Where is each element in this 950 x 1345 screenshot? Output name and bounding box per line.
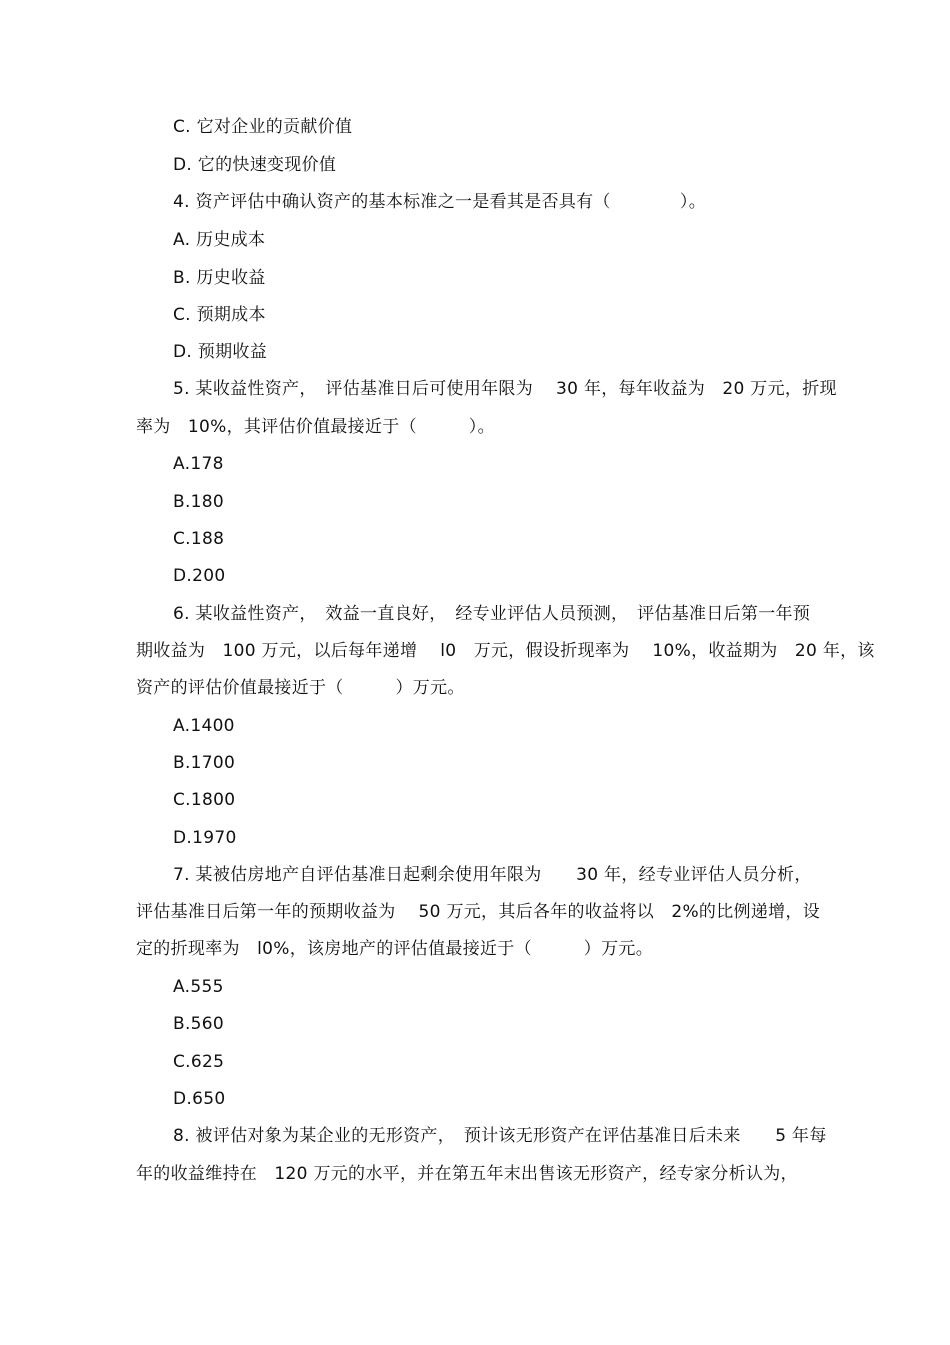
question-7-line-3: 定的折现率为 l0%，该房地产的评估值最接近于（ ）万元。 <box>136 939 653 959</box>
option-a-q6: A.1400 <box>173 716 235 736</box>
option-c-q4: C. 预期成本 <box>173 305 266 325</box>
option-d-q3: D. 它的快速变现价值 <box>173 155 337 175</box>
question-8-line-1: 8. 被评估对象为某企业的无形资产， 预计该无形资产在评估基准日后未来 5 年每 <box>173 1126 827 1146</box>
option-c-q7: C.625 <box>173 1052 225 1072</box>
question-6-line-1: 6. 某收益性资产， 效益一直良好， 经专业评估人员预测， 评估基准日后第一年预 <box>173 604 811 624</box>
option-a-q4: A. 历史成本 <box>173 230 266 250</box>
option-c-q6: C.1800 <box>173 790 236 810</box>
question-6-line-2: 期收益为 100 万元，以后每年递增 l0 万元，假设折现率为 10%，收益期为 20 年，该 <box>136 641 875 661</box>
question-5-line-2: 率为 10%，其评估价值最接近于（ ）。 <box>136 417 495 437</box>
question-4: 4. 资产评估中确认资产的基本标准之一是看其是否具有（ ）。 <box>173 192 707 212</box>
option-d-q5: D.200 <box>173 566 226 586</box>
option-b-q7: B.560 <box>173 1014 225 1034</box>
option-a-q7: A.555 <box>173 977 224 997</box>
option-b-q6: B.1700 <box>173 753 236 773</box>
option-d-q6: D.1970 <box>173 828 237 848</box>
question-5-line-1: 5. 某收益性资产， 评估基准日后可使用年限为 30 年，每年收益为 20 万元，折现 <box>173 379 837 399</box>
question-8-line-2: 年的收益维持在 120 万元的水平，并在第五年末出售该无形资产，经专家分析认为， <box>136 1164 798 1184</box>
option-d-q4: D. 预期收益 <box>173 342 267 362</box>
option-c-q5: C.188 <box>173 529 225 549</box>
option-a-q5: A.178 <box>173 454 224 474</box>
option-b-q5: B.180 <box>173 492 225 512</box>
option-b-q4: B. 历史收益 <box>173 268 266 288</box>
option-c-q3: C. 它对企业的贡献价值 <box>173 117 353 137</box>
question-7-line-2: 评估基准日后第一年的预期收益为 50 万元，其后各年的收益将以 2%的比例递增，设 <box>136 902 821 922</box>
question-7-line-1: 7. 某被估房地产自评估基准日起剩余使用年限为 30 年，经专业评估人员分析， <box>173 865 812 885</box>
option-d-q7: D.650 <box>173 1089 226 1109</box>
question-6-line-3: 资产的评估价值最接近于（ ）万元。 <box>136 678 465 698</box>
